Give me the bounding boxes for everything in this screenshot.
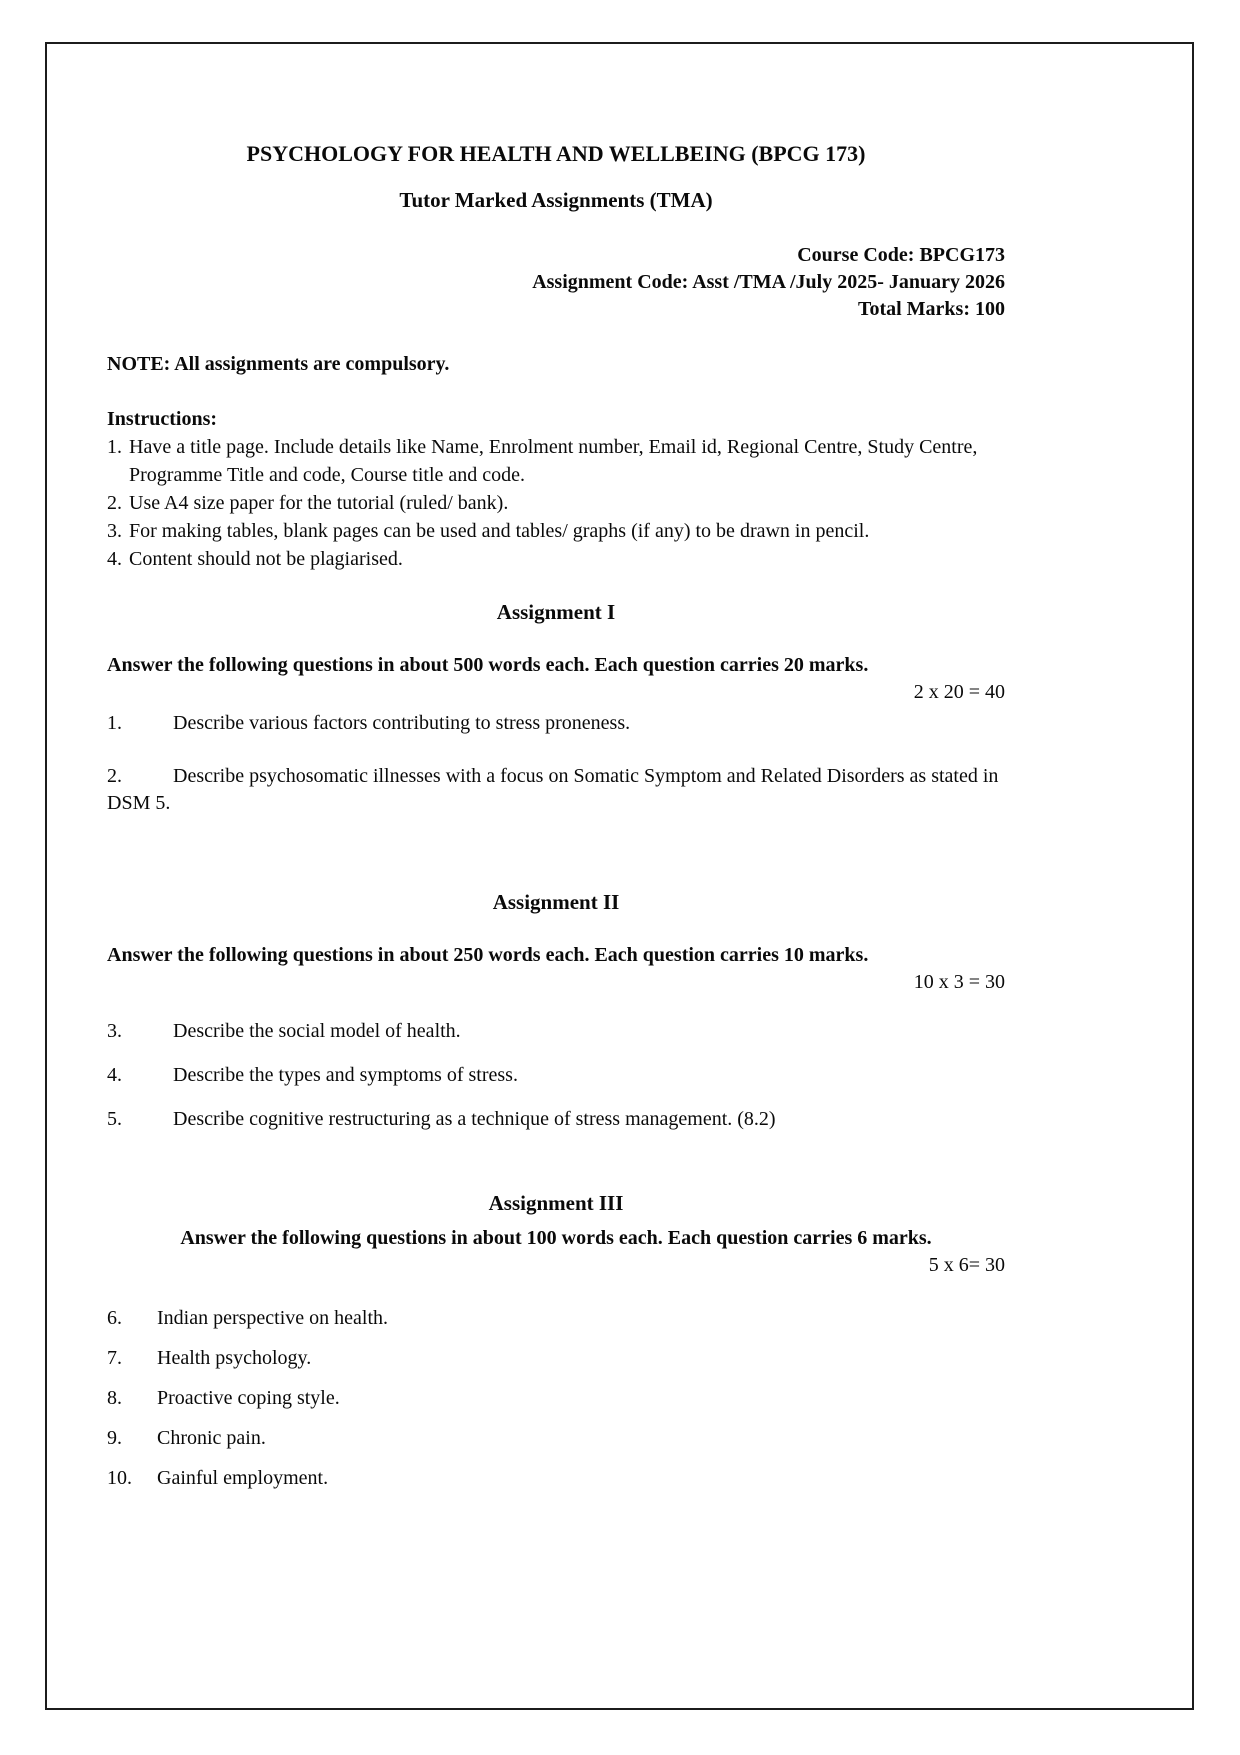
document-title: PSYCHOLOGY FOR HEALTH AND WELLBEING (BPCG 173)	[246, 141, 866, 166]
question-list-assignment-2	[107, 1018, 1005, 1133]
question-item	[107, 1345, 1005, 1372]
question-number: 4.	[107, 1064, 122, 1086]
instruction-text: Use A4 size paper for the tutorial (ruled/ bank).	[129, 492, 509, 514]
question-text: Describe the types and symptoms of stress.	[173, 1064, 518, 1086]
question-item	[107, 1106, 1005, 1133]
question-number: 9.	[107, 1427, 122, 1449]
instruction-text: Content should not be plagiarised.	[129, 548, 403, 570]
question-text: Indian perspective on health.	[157, 1307, 389, 1329]
question-text: Describe cognitive restructuring as a technique of stress management. (8.2)	[173, 1108, 776, 1130]
question-number: 8.	[107, 1387, 122, 1409]
instructions-heading: Instructions:	[107, 408, 218, 430]
document-content	[107, 140, 1005, 1505]
question-text: Describe psychosomatic illnesses with a focus on Somatic Symptom and Related Disorders as stated in DSM 5.	[107, 765, 999, 814]
instruction-item	[107, 433, 1005, 489]
instruction-item	[107, 489, 1005, 517]
section-marks-assignment-2: 10 x 3 = 30	[913, 971, 1005, 993]
question-item	[107, 1305, 1005, 1332]
total-marks: Total Marks: 100	[857, 298, 1005, 320]
question-item	[107, 710, 1005, 737]
spacer	[107, 1150, 1005, 1164]
assignment-code: Assignment Code: Asst /TMA /July 2025- January 2026	[532, 271, 1005, 293]
question-text: Proactive coping style.	[157, 1387, 340, 1409]
section-direction-assignment-2: Answer the following questions in about 250 words each. Each question carries 10 marks.	[107, 944, 869, 966]
note-line: NOTE: All assignments are compulsory.	[107, 353, 450, 375]
instruction-text: For making tables, blank pages can be used and tables/ graphs (if any) to be drawn in pencil.	[129, 520, 870, 542]
section-direction-assignment-1: Answer the following questions in about 500 words each. Each question carries 20 marks.	[107, 654, 869, 676]
instruction-item	[107, 517, 1005, 545]
question-text: Describe various factors contributing to stress proneness.	[173, 712, 631, 734]
question-number: 10.	[107, 1467, 132, 1489]
question-number: 7.	[107, 1347, 122, 1369]
section-direction-assignment-3: Answer the following questions in about 100 words each. Each question carries 6 marks.	[180, 1227, 932, 1249]
question-number: 2.	[107, 765, 122, 787]
instruction-number: 2.	[107, 492, 122, 514]
spacer	[107, 843, 1005, 863]
course-info-block	[107, 242, 1005, 323]
question-list-assignment-1	[107, 710, 1005, 817]
question-number: 6.	[107, 1307, 122, 1329]
instruction-number: 4.	[107, 548, 122, 570]
section-title-assignment-1: Assignment I	[496, 600, 616, 624]
question-number: 5.	[107, 1108, 122, 1130]
question-number: 1.	[107, 712, 122, 734]
instruction-item	[107, 545, 1005, 573]
question-text: Chronic pain.	[157, 1427, 266, 1449]
section-title-assignment-3: Assignment III	[488, 1191, 624, 1215]
question-item	[107, 1062, 1005, 1089]
question-item	[107, 763, 1005, 817]
question-item	[107, 1385, 1005, 1412]
section-marks-assignment-3: 5 x 6= 30	[928, 1254, 1005, 1276]
question-text: Health psychology.	[157, 1347, 312, 1369]
section-title-assignment-2: Assignment II	[492, 890, 620, 914]
instruction-number: 3.	[107, 520, 122, 542]
instructions-list	[107, 433, 1005, 573]
question-item	[107, 1425, 1005, 1452]
question-number: 3.	[107, 1020, 122, 1042]
question-text: Gainful employment.	[157, 1467, 329, 1489]
document-subtitle: Tutor Marked Assignments (TMA)	[399, 188, 713, 212]
question-text: Describe the social model of health.	[173, 1020, 461, 1042]
instruction-text: Have a title page. Include details like Name, Enrolment number, Email id, Regional Centre, Study Centre, Programme Title and code, Course title and code.	[129, 436, 978, 486]
section-marks-assignment-1: 2 x 20 = 40	[913, 681, 1005, 703]
question-list-assignment-3	[107, 1305, 1005, 1492]
instruction-number: 1.	[107, 436, 122, 458]
course-code: Course Code: BPCG173	[797, 244, 1005, 266]
question-item	[107, 1465, 1005, 1492]
question-item	[107, 1018, 1005, 1045]
